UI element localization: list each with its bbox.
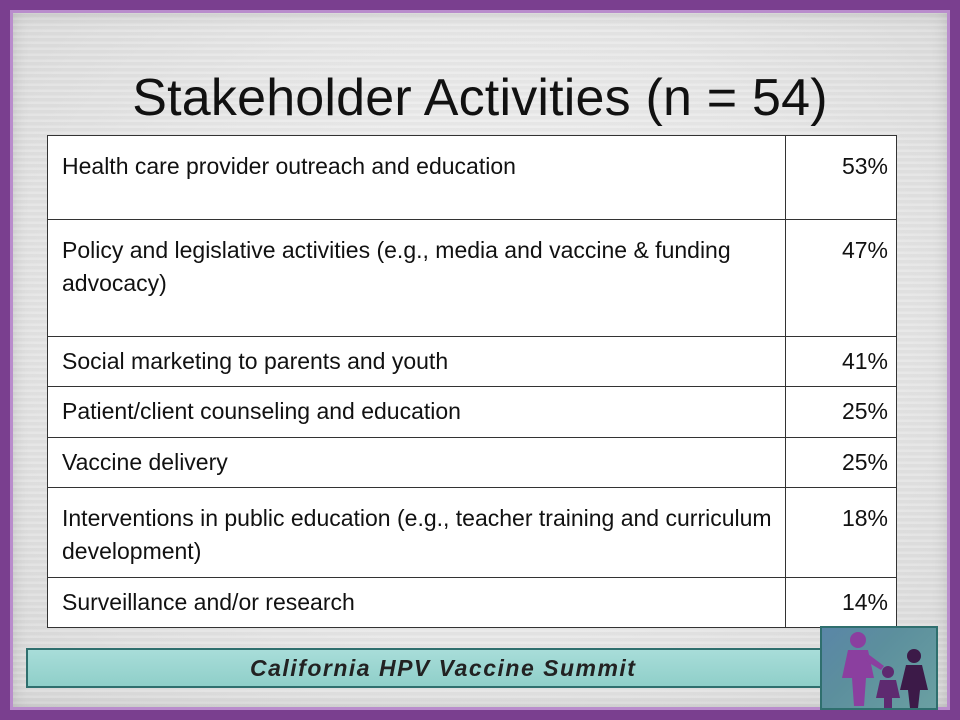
activities-table [47, 135, 897, 628]
table-row [48, 437, 897, 487]
activity-cell: Interventions in public education (e.g., teacher training and curriculum development) [48, 488, 786, 578]
activity-cell: Patient/client counseling and education [48, 387, 786, 437]
percent-cell: 41% [786, 337, 897, 387]
table-row [48, 337, 897, 387]
family-silhouette-icon [822, 628, 936, 708]
percent-cell: 25% [786, 437, 897, 487]
activity-cell: Surveillance and/or research [48, 577, 786, 627]
percent-cell: 25% [786, 387, 897, 437]
percent-cell: 18% [786, 488, 897, 578]
activity-cell: Vaccine delivery [48, 437, 786, 487]
footer-title: California HPV Vaccine Summit [250, 654, 637, 681]
activity-cell: Health care provider outreach and education [48, 136, 786, 220]
table-row [48, 220, 897, 337]
table-row [48, 488, 897, 578]
percent-cell: 14% [786, 577, 897, 627]
table-row [48, 387, 897, 437]
footer-band [26, 648, 906, 688]
activity-cell: Social marketing to parents and youth [48, 337, 786, 387]
slide-title: Stakeholder Activities (n = 54) [132, 69, 828, 127]
percent-cell: 47% [786, 220, 897, 337]
table-row [48, 577, 897, 627]
table-row [48, 136, 897, 220]
summit-logo [820, 626, 938, 710]
percent-cell: 53% [786, 136, 897, 220]
activity-cell: Policy and legislative activities (e.g., media and vaccine & funding advocacy) [48, 220, 786, 337]
